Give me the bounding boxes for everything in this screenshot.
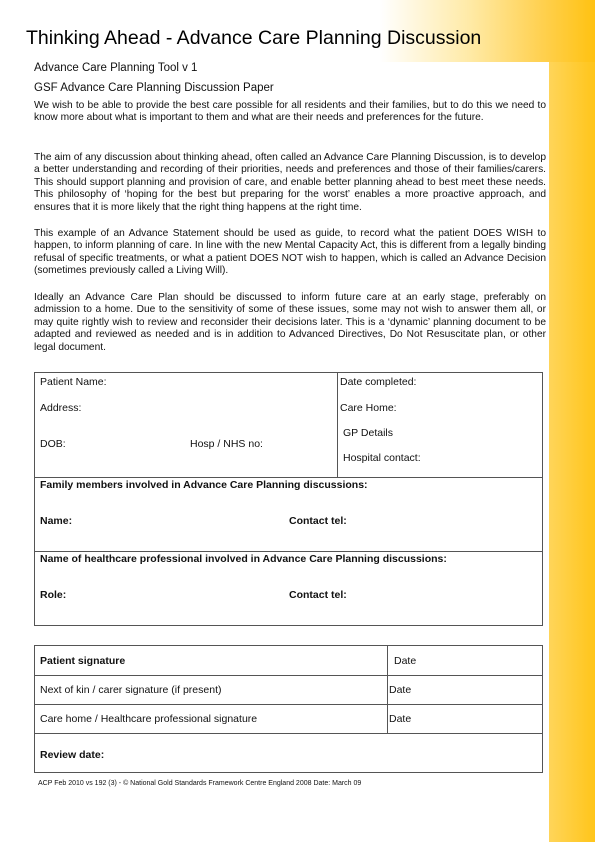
professional-signature-date-field[interactable]: Date — [389, 713, 412, 725]
dob-field[interactable]: DOB: — [40, 438, 66, 450]
column-divider — [387, 646, 388, 733]
column-divider — [337, 373, 338, 477]
row-divider — [35, 477, 542, 478]
row-divider — [35, 675, 542, 676]
row-divider — [35, 733, 542, 734]
hospital-contact-field[interactable]: Hospital contact: — [343, 452, 421, 464]
next-of-kin-date-field[interactable]: Date — [389, 684, 412, 696]
next-of-kin-signature-field[interactable]: Next of kin / carer signature (if present) — [40, 684, 222, 696]
advance-statement-paragraph: This example of an Advance Statement should be used as guide, to record what the patient DOES WISH to happen, to inform planning of care. In line with the new Mental Capacity Act, this is different from a legally binding refusal of specific treatments, or what a patient DOES NOT wish to happen, which is called an Advance Decision (sometimes previously called a Living Will). — [34, 228, 546, 277]
row-divider — [35, 551, 542, 552]
patient-signature-date-field[interactable]: Date — [394, 655, 417, 667]
intro-paragraph: We wish to be able to provide the best care possible for all residents and their families, but to do this we need to know more about what is important to them and what are their needs and preferences for the future. — [34, 100, 546, 124]
signature-table — [34, 645, 543, 773]
patient-name-field[interactable]: Patient Name: — [40, 376, 107, 388]
address-field[interactable]: Address: — [40, 402, 82, 414]
family-name-field[interactable]: Name: — [40, 515, 73, 527]
gp-details-field[interactable]: GP Details — [343, 427, 393, 439]
professional-heading: Name of healthcare professional involved in Advance Care Planning discussions: — [40, 553, 447, 565]
professional-contact-field[interactable]: Contact tel: — [289, 589, 347, 601]
family-contact-field[interactable]: Contact tel: — [289, 515, 347, 527]
date-completed-field[interactable]: Date completed: — [340, 376, 417, 388]
row-divider — [35, 704, 542, 705]
family-members-heading: Family members involved in Advance Care Planning discussions: — [40, 479, 368, 491]
ideal-plan-paragraph: Ideally an Advance Care Plan should be discussed to inform future care at an early stage, preferably on admission to a home. Due to the sensitivity of some of these issues, some may not wish to answer them all, or may quite rightly wish to review and reconsider their decisions later. This is a ‘dynamic’ planning document to be adapted and reviewed as needed and is in addition to Advanced Directives, Do Not Resuscitate plan, or other legal document. — [34, 292, 546, 353]
tool-version-label: Advance Care Planning Tool v 1 — [34, 62, 198, 74]
professional-signature-field[interactable]: Care home / Healthcare professional signature — [40, 713, 258, 725]
aim-paragraph: The aim of any discussion about thinking ahead, often called an Advance Care Planning Discussion, is to develop a better understanding and recording of their priorities, needs and preferences and those of their families/carers. This should support planning and provision of care, and enable better planning ahead to best meet these needs. This philosophy of ‘hoping for the best but preparing for the worst’ enables a more proactive approach, and ensures that it is more likely that the right thing happens at the right time. — [34, 152, 546, 213]
professional-role-field[interactable]: Role: — [40, 589, 67, 601]
patient-signature-field[interactable]: Patient signature — [40, 655, 126, 667]
page-title: Thinking Ahead - Advance Care Planning Discussion — [26, 27, 482, 49]
review-date-field[interactable]: Review date: — [40, 749, 105, 761]
patient-details-table — [34, 372, 543, 626]
hosp-nhs-field[interactable]: Hosp / NHS no: — [190, 438, 263, 450]
footer-copyright: ACP Feb 2010 vs 192 (3) - © National Gold Standards Framework Centre England 2008 Date: March 09 — [38, 780, 362, 787]
paper-title: GSF Advance Care Planning Discussion Paper — [34, 82, 274, 94]
care-home-field[interactable]: Care Home: — [340, 402, 397, 414]
